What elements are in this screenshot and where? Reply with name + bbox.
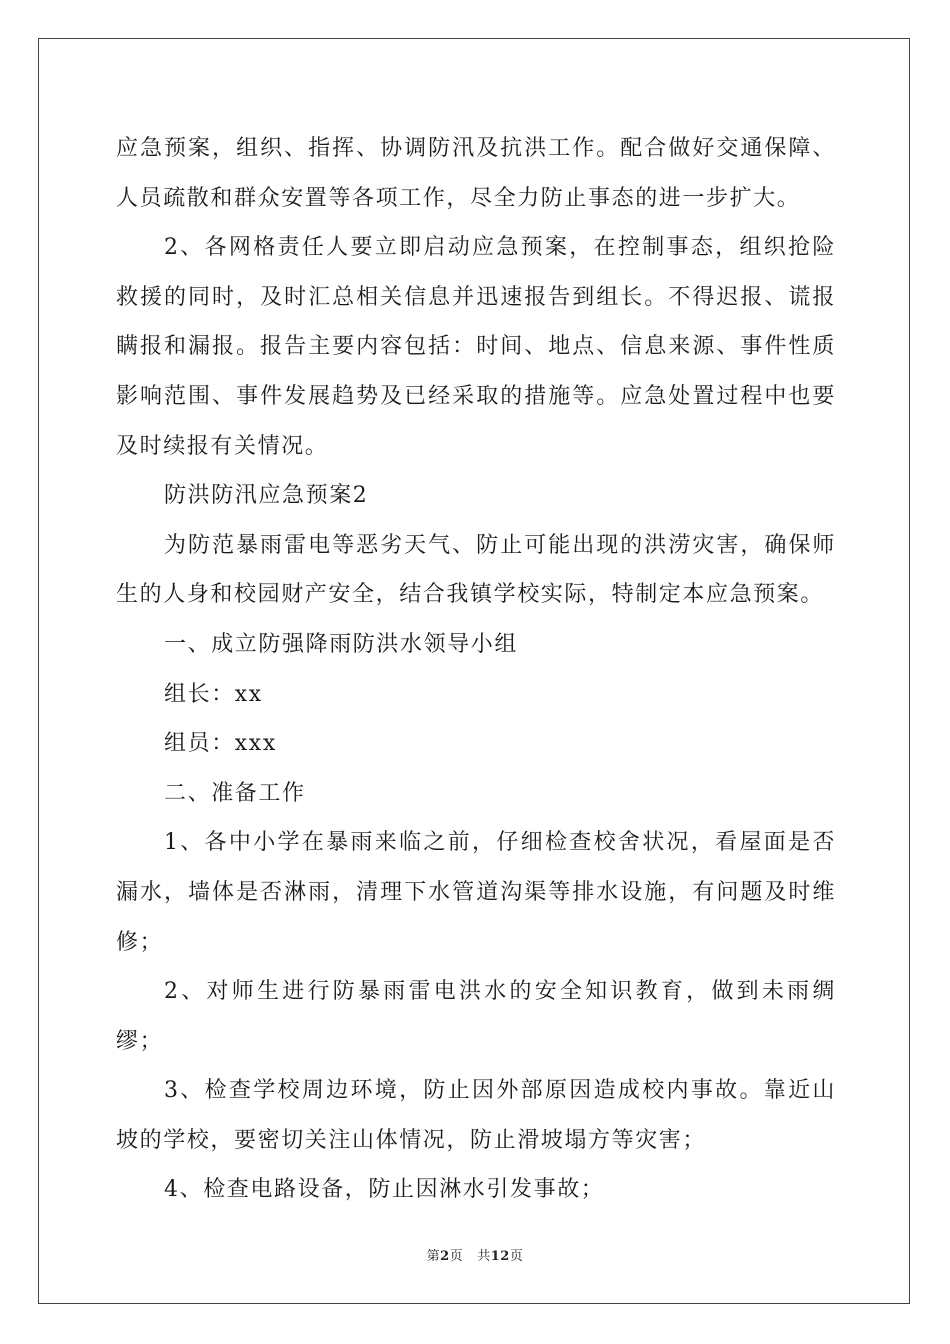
heading-leadership-group: 一、成立防强降雨防洪水领导小组 [164, 631, 519, 657]
prep-item-2: 2、对师生进行防暴雨雷电洪水的安全知识教育，做到未雨绸缪； [116, 979, 836, 1054]
page-suffix: 页 [449, 1249, 464, 1264]
group-members-line: 组员：xxx [164, 731, 277, 757]
total-pages: 12 [490, 1249, 510, 1264]
prep-item-4: 4、检查电路设备，防止因淋水引发事故； [164, 1177, 605, 1203]
prep-item-3: 3、检查学校周边环境，防止因外部原因造成校内事故。靠近山坡的学校，要密切关注山体情况，防止滑坡塌方等灾害； [116, 1078, 836, 1153]
paragraph-2: 2、各网格责任人要立即启动应急预案，在控制事态，组织抢险救援的同时，及时汇总相关信息并迅速报告到组长。不得迟报、谎报瞒报和漏报。报告主要内容包括：时间、地点、信息来源、事件性质影响范围、事件发展趋势及已经采取的措施等。应急处置过程中也要及时续报有关情况。 [116, 235, 836, 459]
paragraph-intro: 为防范暴雨雷电等恶劣天气、防止可能出现的洪涝灾害，确保师生的人身和校园财产安全，结合我镇学校实际，特制定本应急预案。 [116, 532, 836, 608]
page-prefix: 第 [426, 1249, 441, 1264]
group-leader-line: 组长：xx [164, 681, 263, 707]
document-body [116, 124, 836, 1215]
page-number: 2 [440, 1249, 450, 1264]
prep-item-1: 1、各中小学在暴雨来临之前，仔细检查校舍状况，看屋面是否漏水，墙体是否淋雨，清理下水管道沟渠等排水设施，有问题及时维修； [116, 830, 836, 955]
page-footer [0, 1245, 950, 1264]
total-suffix: 页 [509, 1249, 524, 1264]
total-prefix: 共 [477, 1249, 491, 1264]
paragraph-1: 应急预案，组织、指挥、协调防汛及抗洪工作。配合做好交通保障、人员疏散和群众安置等各项工作，尽全力防止事态的进一步扩大。 [116, 136, 836, 211]
heading-preparation: 二、准备工作 [164, 780, 306, 806]
section-title: 防洪防汛应急预案2 [164, 483, 369, 509]
